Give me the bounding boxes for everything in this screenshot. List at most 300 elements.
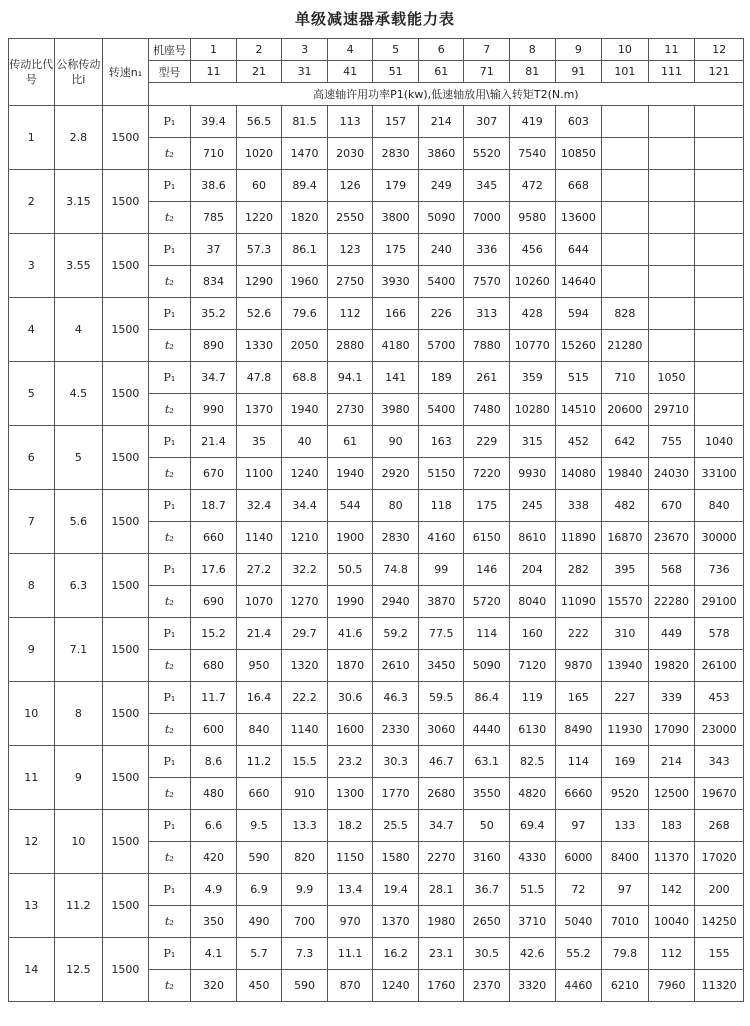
power-value: 114 <box>555 746 602 778</box>
table-row <box>9 426 744 458</box>
speed-cell: 1500 <box>103 426 149 490</box>
torque-value: 1870 <box>327 650 373 682</box>
torque-value: 17090 <box>648 714 695 746</box>
power-value: 89.4 <box>282 170 328 202</box>
power-value: 30.3 <box>373 746 419 778</box>
torque-row-label: t₂ <box>148 650 191 682</box>
speed-header: 转速n₁ <box>103 39 149 106</box>
torque-value: 14640 <box>555 266 602 298</box>
power-value <box>695 362 744 394</box>
power-value: 118 <box>418 490 464 522</box>
torque-value: 24030 <box>648 458 695 490</box>
power-value: 142 <box>648 874 695 906</box>
table-row <box>9 746 744 778</box>
units-note: 高速轴许用功率P1(kw),低速轴放用\输入转矩T2(N.m) <box>148 83 743 106</box>
power-value: 69.4 <box>510 810 556 842</box>
torque-row-label: t₂ <box>148 522 191 554</box>
power-row-label: P₁ <box>148 106 191 138</box>
torque-value: 14510 <box>555 394 602 426</box>
ratio-code-cell: 9 <box>9 618 55 682</box>
torque-value: 10040 <box>648 906 695 938</box>
nominal-ratio-cell: 9 <box>54 746 103 810</box>
torque-value: 3160 <box>464 842 510 874</box>
power-value: 80 <box>373 490 419 522</box>
torque-value: 7570 <box>464 266 510 298</box>
torque-value: 1140 <box>282 714 328 746</box>
power-value: 568 <box>648 554 695 586</box>
power-value: 35.2 <box>191 298 237 330</box>
speed-cell: 1500 <box>103 298 149 362</box>
power-value: 133 <box>602 810 649 842</box>
torque-value: 2750 <box>327 266 373 298</box>
torque-value: 9580 <box>510 202 556 234</box>
power-value: 229 <box>464 426 510 458</box>
torque-value: 840 <box>236 714 282 746</box>
torque-value: 3710 <box>510 906 556 938</box>
torque-value: 3060 <box>418 714 464 746</box>
torque-value: 950 <box>236 650 282 682</box>
torque-value: 3550 <box>464 778 510 810</box>
power-value: 34.4 <box>282 490 328 522</box>
torque-row-label: t₂ <box>148 458 191 490</box>
power-value: 482 <box>602 490 649 522</box>
power-value: 32.4 <box>236 490 282 522</box>
power-value: 112 <box>327 298 373 330</box>
power-value: 395 <box>602 554 649 586</box>
power-value: 594 <box>555 298 602 330</box>
table-row <box>9 298 744 330</box>
power-value: 37 <box>191 234 237 266</box>
torque-value: 3870 <box>418 586 464 618</box>
power-value: 670 <box>648 490 695 522</box>
power-value: 160 <box>510 618 556 650</box>
torque-value: 5090 <box>464 650 510 682</box>
power-value: 6.6 <box>191 810 237 842</box>
torque-value: 5400 <box>418 394 464 426</box>
power-value: 32.2 <box>282 554 328 586</box>
power-value: 175 <box>464 490 510 522</box>
torque-value: 5400 <box>418 266 464 298</box>
torque-value <box>648 330 695 362</box>
power-value: 42.6 <box>510 938 556 970</box>
torque-value: 11090 <box>555 586 602 618</box>
frame-number: 10 <box>602 39 649 61</box>
power-value: 11.1 <box>327 938 373 970</box>
torque-value: 1760 <box>418 970 464 1002</box>
table-row <box>9 554 744 586</box>
torque-value <box>695 394 744 426</box>
torque-value <box>602 202 649 234</box>
torque-row-label: t₂ <box>148 394 191 426</box>
power-row-label: P₁ <box>148 490 191 522</box>
power-value: 8.6 <box>191 746 237 778</box>
torque-value: 9520 <box>602 778 649 810</box>
power-value: 46.3 <box>373 682 419 714</box>
power-value: 56.5 <box>236 106 282 138</box>
power-value: 60 <box>236 170 282 202</box>
torque-value: 9930 <box>510 458 556 490</box>
torque-value: 1580 <box>373 842 419 874</box>
power-value <box>695 170 744 202</box>
torque-value: 1600 <box>327 714 373 746</box>
power-value: 17.6 <box>191 554 237 586</box>
frame-number: 9 <box>555 39 602 61</box>
power-value: 74.8 <box>373 554 419 586</box>
power-value: 183 <box>648 810 695 842</box>
power-value: 338 <box>555 490 602 522</box>
power-value: 22.2 <box>282 682 328 714</box>
torque-value: 710 <box>191 138 237 170</box>
ratio-code-cell: 13 <box>9 874 55 938</box>
power-value: 4.9 <box>191 874 237 906</box>
power-value: 200 <box>695 874 744 906</box>
power-value: 644 <box>555 234 602 266</box>
ratio-code-cell: 2 <box>9 170 55 234</box>
power-value: 40 <box>282 426 328 458</box>
power-value: 840 <box>695 490 744 522</box>
torque-value: 2920 <box>373 458 419 490</box>
power-value: 11.2 <box>236 746 282 778</box>
torque-value: 834 <box>191 266 237 298</box>
torque-value: 990 <box>191 394 237 426</box>
torque-value: 2830 <box>373 138 419 170</box>
power-row-label: P₁ <box>148 746 191 778</box>
torque-value: 2940 <box>373 586 419 618</box>
torque-value: 5720 <box>464 586 510 618</box>
torque-value: 6660 <box>555 778 602 810</box>
power-value: 38.6 <box>191 170 237 202</box>
model-number: 91 <box>555 61 602 83</box>
torque-value: 1140 <box>236 522 282 554</box>
torque-value: 4820 <box>510 778 556 810</box>
model-number: 71 <box>464 61 510 83</box>
torque-value: 2370 <box>464 970 510 1002</box>
nominal-ratio-cell: 7.1 <box>54 618 103 682</box>
power-value: 79.8 <box>602 938 649 970</box>
torque-value: 870 <box>327 970 373 1002</box>
torque-value: 1940 <box>282 394 328 426</box>
power-value: 9.5 <box>236 810 282 842</box>
torque-row-label: t₂ <box>148 842 191 874</box>
torque-value: 3980 <box>373 394 419 426</box>
power-value: 163 <box>418 426 464 458</box>
power-value: 307 <box>464 106 510 138</box>
torque-row-label: t₂ <box>148 906 191 938</box>
torque-value: 1220 <box>236 202 282 234</box>
power-value: 21.4 <box>191 426 237 458</box>
power-value: 55.2 <box>555 938 602 970</box>
power-value: 710 <box>602 362 649 394</box>
power-value: 1040 <box>695 426 744 458</box>
torque-value: 13600 <box>555 202 602 234</box>
power-row-label: P₁ <box>148 874 191 906</box>
power-value <box>695 298 744 330</box>
speed-cell: 1500 <box>103 554 149 618</box>
power-value <box>648 106 695 138</box>
power-value: 245 <box>510 490 556 522</box>
torque-value <box>695 138 744 170</box>
power-row-label: P₁ <box>148 682 191 714</box>
model-number: 111 <box>648 61 695 83</box>
torque-value: 350 <box>191 906 237 938</box>
power-value: 15.2 <box>191 618 237 650</box>
power-value: 345 <box>464 170 510 202</box>
power-value: 515 <box>555 362 602 394</box>
speed-cell: 1500 <box>103 682 149 746</box>
torque-value: 10260 <box>510 266 556 298</box>
table-row <box>9 938 744 970</box>
power-value: 155 <box>695 938 744 970</box>
torque-value: 785 <box>191 202 237 234</box>
torque-value: 8610 <box>510 522 556 554</box>
power-value: 452 <box>555 426 602 458</box>
power-value: 59.2 <box>373 618 419 650</box>
ratio-code-header: 传动比代号 <box>9 39 55 106</box>
torque-value: 14250 <box>695 906 744 938</box>
power-value: 226 <box>418 298 464 330</box>
torque-value: 1240 <box>373 970 419 1002</box>
torque-value: 3320 <box>510 970 556 1002</box>
torque-value: 2830 <box>373 522 419 554</box>
torque-value: 5700 <box>418 330 464 362</box>
torque-value: 1210 <box>282 522 328 554</box>
ratio-code-cell: 11 <box>9 746 55 810</box>
torque-value <box>648 266 695 298</box>
torque-value: 7960 <box>648 970 695 1002</box>
torque-value: 11930 <box>602 714 649 746</box>
frame-number: 8 <box>510 39 556 61</box>
torque-value: 1370 <box>373 906 419 938</box>
torque-value: 5040 <box>555 906 602 938</box>
torque-value: 4180 <box>373 330 419 362</box>
torque-value: 15260 <box>555 330 602 362</box>
frame-number: 7 <box>464 39 510 61</box>
torque-value: 7220 <box>464 458 510 490</box>
torque-value: 1150 <box>327 842 373 874</box>
torque-value: 5090 <box>418 202 464 234</box>
power-value: 1050 <box>648 362 695 394</box>
torque-value: 1960 <box>282 266 328 298</box>
power-value: 343 <box>695 746 744 778</box>
power-value: 50.5 <box>327 554 373 586</box>
power-value <box>648 234 695 266</box>
power-value: 453 <box>695 682 744 714</box>
torque-value: 5150 <box>418 458 464 490</box>
power-value: 34.7 <box>418 810 464 842</box>
torque-value: 10280 <box>510 394 556 426</box>
power-value: 169 <box>602 746 649 778</box>
model-label: 型号 <box>148 61 191 83</box>
model-number: 31 <box>282 61 328 83</box>
power-value: 16.2 <box>373 938 419 970</box>
power-value: 359 <box>510 362 556 394</box>
power-row-label: P₁ <box>148 554 191 586</box>
ratio-code-cell: 10 <box>9 682 55 746</box>
torque-row-label: t₂ <box>148 714 191 746</box>
torque-value <box>648 138 695 170</box>
power-value: 23.2 <box>327 746 373 778</box>
model-number: 61 <box>418 61 464 83</box>
power-value: 204 <box>510 554 556 586</box>
torque-value: 3860 <box>418 138 464 170</box>
torque-value: 2550 <box>327 202 373 234</box>
torque-value: 11320 <box>695 970 744 1002</box>
torque-value: 30000 <box>695 522 744 554</box>
power-value: 30.5 <box>464 938 510 970</box>
power-value: 249 <box>418 170 464 202</box>
power-value: 755 <box>648 426 695 458</box>
power-value: 456 <box>510 234 556 266</box>
power-value: 240 <box>418 234 464 266</box>
torque-row-label: t₂ <box>148 586 191 618</box>
nominal-ratio-cell: 4 <box>54 298 103 362</box>
table-row <box>9 362 744 394</box>
torque-value: 5520 <box>464 138 510 170</box>
power-value: 18.7 <box>191 490 237 522</box>
torque-value: 7120 <box>510 650 556 682</box>
torque-value: 8400 <box>602 842 649 874</box>
torque-value: 1370 <box>236 394 282 426</box>
power-value: 828 <box>602 298 649 330</box>
torque-value: 1320 <box>282 650 328 682</box>
power-value: 310 <box>602 618 649 650</box>
torque-row-label: t₂ <box>148 138 191 170</box>
table-row <box>9 490 744 522</box>
torque-value: 4460 <box>555 970 602 1002</box>
power-value: 9.9 <box>282 874 328 906</box>
power-value: 30.6 <box>327 682 373 714</box>
torque-value: 7000 <box>464 202 510 234</box>
power-value: 313 <box>464 298 510 330</box>
torque-row-label: t₂ <box>148 266 191 298</box>
nominal-ratio-cell: 12.5 <box>54 938 103 1002</box>
torque-value: 33100 <box>695 458 744 490</box>
torque-value: 660 <box>191 522 237 554</box>
torque-value: 2610 <box>373 650 419 682</box>
power-value: 72 <box>555 874 602 906</box>
power-value: 99 <box>418 554 464 586</box>
torque-value: 660 <box>236 778 282 810</box>
torque-value <box>648 202 695 234</box>
torque-value: 6130 <box>510 714 556 746</box>
power-value: 41.6 <box>327 618 373 650</box>
power-value: 50 <box>464 810 510 842</box>
torque-value: 4440 <box>464 714 510 746</box>
table-row <box>9 234 744 266</box>
power-value: 97 <box>555 810 602 842</box>
power-value: 419 <box>510 106 556 138</box>
table-row <box>9 618 744 650</box>
power-value: 175 <box>373 234 419 266</box>
power-value <box>602 170 649 202</box>
power-row-label: P₁ <box>148 298 191 330</box>
power-value: 146 <box>464 554 510 586</box>
torque-value: 15570 <box>602 586 649 618</box>
torque-value: 19670 <box>695 778 744 810</box>
torque-row-label: t₂ <box>148 778 191 810</box>
torque-value: 11370 <box>648 842 695 874</box>
power-value: 214 <box>418 106 464 138</box>
model-number: 51 <box>373 61 419 83</box>
torque-value: 1980 <box>418 906 464 938</box>
power-value: 222 <box>555 618 602 650</box>
torque-value: 22280 <box>648 586 695 618</box>
table-row <box>9 874 744 906</box>
power-value: 736 <box>695 554 744 586</box>
frame-label: 机座号 <box>148 39 191 61</box>
power-value: 428 <box>510 298 556 330</box>
torque-value: 20600 <box>602 394 649 426</box>
torque-value: 320 <box>191 970 237 1002</box>
torque-value: 7540 <box>510 138 556 170</box>
power-value: 113 <box>327 106 373 138</box>
ratio-code-cell: 5 <box>9 362 55 426</box>
power-value: 13.3 <box>282 810 328 842</box>
frame-number: 2 <box>236 39 282 61</box>
power-value: 282 <box>555 554 602 586</box>
model-number: 81 <box>510 61 556 83</box>
power-value: 157 <box>373 106 419 138</box>
model-number: 41 <box>327 61 373 83</box>
ratio-code-cell: 14 <box>9 938 55 1002</box>
power-value: 25.5 <box>373 810 419 842</box>
power-value: 11.7 <box>191 682 237 714</box>
torque-value: 1240 <box>282 458 328 490</box>
torque-value: 2030 <box>327 138 373 170</box>
nominal-ratio-cell: 2.8 <box>54 106 103 170</box>
power-value: 57.3 <box>236 234 282 266</box>
power-value: 34.7 <box>191 362 237 394</box>
power-value: 214 <box>648 746 695 778</box>
power-value: 6.9 <box>236 874 282 906</box>
torque-value: 1100 <box>236 458 282 490</box>
torque-value: 11890 <box>555 522 602 554</box>
torque-value: 7480 <box>464 394 510 426</box>
torque-value: 1270 <box>282 586 328 618</box>
torque-value: 3800 <box>373 202 419 234</box>
torque-value: 26100 <box>695 650 744 682</box>
torque-value: 2680 <box>418 778 464 810</box>
torque-value <box>695 266 744 298</box>
power-value: 544 <box>327 490 373 522</box>
frame-header-row <box>9 39 744 61</box>
power-value: 261 <box>464 362 510 394</box>
torque-value: 4160 <box>418 522 464 554</box>
power-value: 68.8 <box>282 362 328 394</box>
power-value <box>695 106 744 138</box>
power-value: 179 <box>373 170 419 202</box>
torque-value: 970 <box>327 906 373 938</box>
power-value: 52.6 <box>236 298 282 330</box>
speed-cell: 1500 <box>103 490 149 554</box>
power-value: 449 <box>648 618 695 650</box>
torque-value: 590 <box>236 842 282 874</box>
torque-value: 1820 <box>282 202 328 234</box>
power-value: 5.7 <box>236 938 282 970</box>
torque-value: 910 <box>282 778 328 810</box>
speed-cell: 1500 <box>103 746 149 810</box>
torque-value: 4330 <box>510 842 556 874</box>
power-value: 46.7 <box>418 746 464 778</box>
power-value: 114 <box>464 618 510 650</box>
nominal-ratio-header: 公称传动比i <box>54 39 103 106</box>
torque-value: 1020 <box>236 138 282 170</box>
torque-value: 820 <box>282 842 328 874</box>
speed-cell: 1500 <box>103 874 149 938</box>
torque-value: 1990 <box>327 586 373 618</box>
speed-cell: 1500 <box>103 938 149 1002</box>
torque-value: 670 <box>191 458 237 490</box>
